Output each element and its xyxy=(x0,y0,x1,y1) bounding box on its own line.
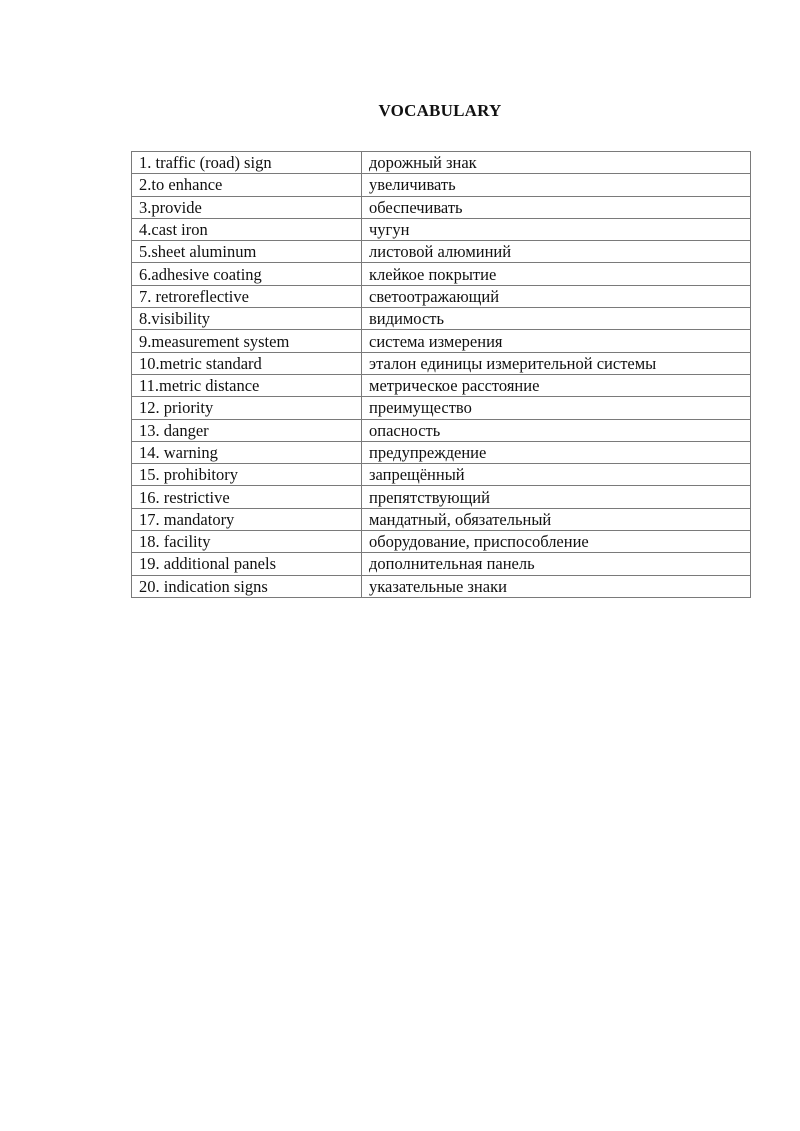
english-term-cell: 3.provide xyxy=(132,196,362,218)
english-term-cell: 7. retroreflective xyxy=(132,285,362,307)
russian-translation-cell: указательные знаки xyxy=(362,575,751,597)
russian-translation-cell: система измерения xyxy=(362,330,751,352)
russian-translation-cell: предупреждение xyxy=(362,441,751,463)
english-term-cell: 14. warning xyxy=(132,441,362,463)
table-row xyxy=(132,308,751,330)
table-row xyxy=(132,174,751,196)
table-row xyxy=(132,397,751,419)
russian-translation-cell: опасность xyxy=(362,419,751,441)
russian-translation-cell: эталон единицы измерительной системы xyxy=(362,352,751,374)
table-row xyxy=(132,263,751,285)
table-row xyxy=(132,553,751,575)
russian-translation-cell: листовой алюминий xyxy=(362,241,751,263)
table-row xyxy=(132,486,751,508)
page-title: VOCABULARY xyxy=(378,101,502,120)
table-row xyxy=(132,464,751,486)
table-row xyxy=(132,152,751,174)
english-term-cell: 5.sheet aluminum xyxy=(132,241,362,263)
english-term-cell: 13. danger xyxy=(132,419,362,441)
russian-translation-cell: препятствующий xyxy=(362,486,751,508)
table-row xyxy=(132,374,751,396)
english-term-cell: 6.adhesive coating xyxy=(132,263,362,285)
english-term-cell: 4.cast iron xyxy=(132,218,362,240)
english-term-cell: 20. indication signs xyxy=(132,575,362,597)
table-row xyxy=(132,285,751,307)
english-term-cell: 17. mandatory xyxy=(132,508,362,530)
english-term-cell: 9.measurement system xyxy=(132,330,362,352)
russian-translation-cell: оборудование, приспособление xyxy=(362,531,751,553)
russian-translation-cell: преимущество xyxy=(362,397,751,419)
english-term-cell: 19. additional panels xyxy=(132,553,362,575)
russian-translation-cell: чугун xyxy=(362,218,751,240)
russian-translation-cell: светоотражающий xyxy=(362,285,751,307)
english-term-cell: 18. facility xyxy=(132,531,362,553)
russian-translation-cell: дополнительная панель xyxy=(362,553,751,575)
table-row xyxy=(132,196,751,218)
table-row xyxy=(132,441,751,463)
english-term-cell: 8.visibility xyxy=(132,308,362,330)
vocabulary-table xyxy=(131,151,751,598)
english-term-cell: 15. prohibitory xyxy=(132,464,362,486)
vocabulary-table-body xyxy=(132,152,751,598)
russian-translation-cell: метрическое расстояние xyxy=(362,374,751,396)
table-row xyxy=(132,241,751,263)
table-row xyxy=(132,352,751,374)
table-row xyxy=(132,419,751,441)
english-term-cell: 1. traffic (road) sign xyxy=(132,152,362,174)
russian-translation-cell: запрещённый xyxy=(362,464,751,486)
russian-translation-cell: видимость xyxy=(362,308,751,330)
russian-translation-cell: клейкое покрытие xyxy=(362,263,751,285)
table-row xyxy=(132,508,751,530)
russian-translation-cell: обеспечивать xyxy=(362,196,751,218)
table-row xyxy=(132,531,751,553)
russian-translation-cell: увеличивать xyxy=(362,174,751,196)
english-term-cell: 12. priority xyxy=(132,397,362,419)
english-term-cell: 10.metric standard xyxy=(132,352,362,374)
russian-translation-cell: мандатный, обязательный xyxy=(362,508,751,530)
russian-translation-cell: дорожный знак xyxy=(362,152,751,174)
english-term-cell: 2.to enhance xyxy=(132,174,362,196)
table-row xyxy=(132,575,751,597)
english-term-cell: 16. restrictive xyxy=(132,486,362,508)
english-term-cell: 11.metric distance xyxy=(132,374,362,396)
table-row xyxy=(132,218,751,240)
table-row xyxy=(132,330,751,352)
